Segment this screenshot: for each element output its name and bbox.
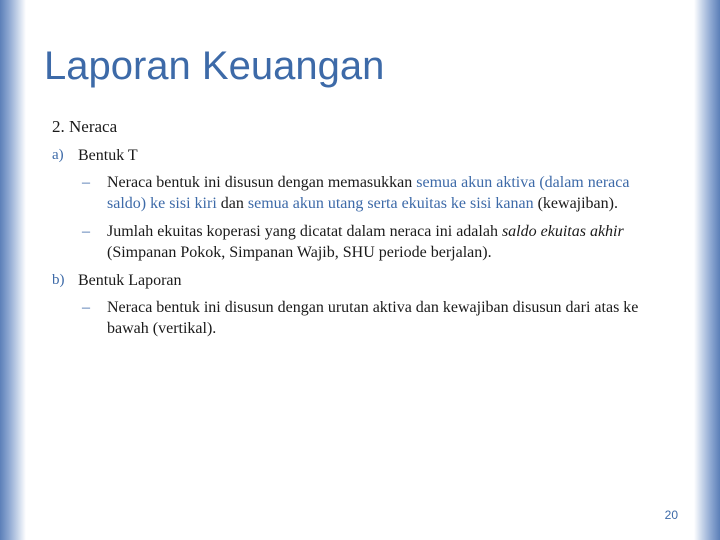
section-heading: 2. Neraca xyxy=(52,117,118,136)
bullet-text-part: Jumlah ekuitas koperasi yang dicatat dalam neraca ini adalah xyxy=(107,223,502,240)
bullet-text-part: (kewajiban). xyxy=(533,195,618,212)
bullet-text: Neraca bentuk ini disusun dengan urutan aktiva dan kewajiban disusun dari atas ke bawah (vertikal). xyxy=(107,299,639,337)
left-gradient-border xyxy=(0,0,26,540)
dash-bullet-icon: – xyxy=(82,174,90,191)
bullet-text-part: Neraca bentuk ini disusun dengan memasukkan xyxy=(107,174,417,191)
bullet-item xyxy=(82,221,672,263)
page-number: 20 xyxy=(664,508,678,522)
bullet-item xyxy=(82,172,672,214)
bullet-text-part: (Simpanan Pokok, Simpanan Wajib, SHU periode berjalan). xyxy=(107,244,492,261)
item-heading-bentuk-laporan xyxy=(52,270,672,291)
bullet-text xyxy=(107,221,647,263)
highlighted-text: semua akun utang serta ekuitas ke sisi kanan xyxy=(247,195,534,212)
right-gradient-border xyxy=(694,0,720,540)
item-marker: a) xyxy=(52,147,64,163)
item-label: Bentuk Laporan xyxy=(78,272,182,289)
bullet-item xyxy=(82,297,672,339)
dash-bullet-icon: – xyxy=(82,299,90,316)
slide-title: Laporan Keuangan xyxy=(44,44,385,88)
bullet-text xyxy=(107,172,647,214)
highlighted-text: semua akun aktiva (dalam neraca saldo) ke sisi kiri xyxy=(107,174,630,212)
bullet-text-part: dan xyxy=(216,195,248,212)
slide-content xyxy=(52,116,672,346)
dash-bullet-icon: – xyxy=(82,223,90,240)
italic-text: saldo ekuitas akhir xyxy=(501,223,624,240)
item-marker: b) xyxy=(52,272,65,288)
item-heading-bentuk-t xyxy=(52,145,672,166)
item-label: Bentuk T xyxy=(78,147,138,164)
